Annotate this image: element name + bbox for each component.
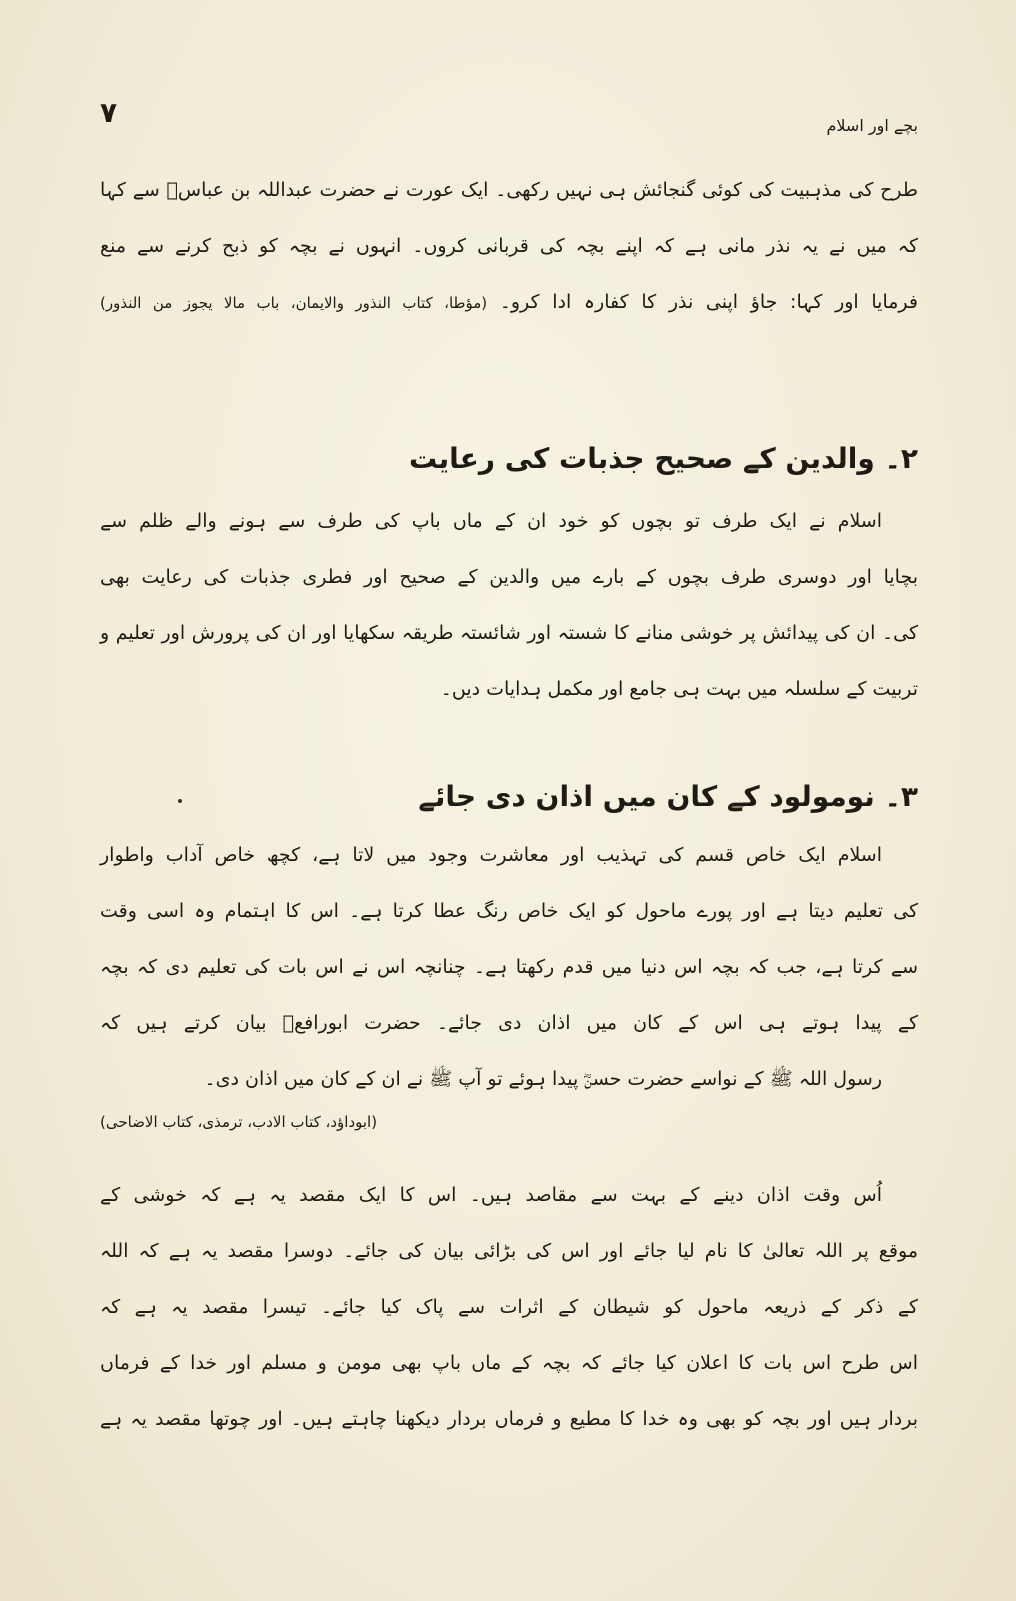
stray-mark [178,799,182,803]
paragraph-line: کی۔ ان کی پیدائش پر خوشی منانے کا شستہ اور شائستہ طریقہ سکھایا اور ان کی پرورش اور تعلیم و [100,622,918,644]
section-heading-wrap [100,769,918,825]
paragraph-line: کے پیدا ہوتے ہی اس کے کان میں اذان دی جائے۔ حضرت ابورافعؓ بیان کرتے ہیں کہ [100,1012,918,1034]
paragraph-line: بچایا اور دوسری طرف بچوں کے بارے میں والدین کے صحیح اور فطری جذبات کی رعایت بھی [100,566,918,588]
section-heading: ۲۔ والدین کے صحیح جذبات کی رعایت [409,442,918,475]
paragraph-line: اسلام ایک خاص قسم کی تہذیب اور معاشرت وجود میں لاتا ہے، کچھ خاص آداب واطوار [100,844,882,866]
paragraph-text: فرمایا اور کہا: جاؤ اپنی نذر کا کفارہ ادا کرو۔ [499,291,918,313]
page-header [100,96,918,162]
citation: (مؤطا، کتاب النذور والایمان، باب مالا یجوز من النذور) [100,294,488,312]
paragraph-line: اسلام نے ایک طرف تو بچوں کو خود ان کے ماں باپ کی طرف سے ہونے والے ظلم سے [100,510,882,532]
paragraph-line: اس طرح اس بات کا اعلان کیا جائے کہ بچہ کے ماں باپ بھی مومن و مسلم اور خدا کے فرماں [100,1352,918,1374]
running-title: بچے اور اسلام [826,116,918,135]
paragraph-line: طرح کی مذہبیت کی کوئی گنجائش ہی نہیں رکھی۔ ایک عورت نے حضرت عبداللہ بن عباسؓ سے کہا [100,179,918,201]
paragraph-line: کے ذکر کے ذریعہ ماحول کو شیطان کے اثرات سے پاک کیا جائے۔ تیسرا مقصد یہ ہے کہ [100,1296,918,1318]
paragraph-line: بردار ہیں اور بچہ کو بھی وہ خدا کا مطیع و فرماں بردار دیکھنا چاہتے ہیں۔ اور چوتھا مقصد یہ ہے [100,1408,918,1430]
paragraph-line: اُس وقت اذان دینے کے بہت سے مقاصد ہیں۔ اس کا ایک مقصد یہ ہے کہ خوشی کے [100,1184,882,1206]
paragraph-line: رسول اللہ ﷺ کے نواسے حضرت حسنؓ پیدا ہوئے تو آپ ﷺ نے ان کے کان میں اذان دی۔ [204,1068,882,1090]
paragraph-line: موقع پر اللہ تعالیٰ کا نام لیا جائے اور اس کی بڑائی بیان کی جائے۔ دوسرا مقصد یہ ہے کہ اللہ [100,1240,918,1262]
page-number: ۷ [100,96,118,129]
paragraph-line: سے کرتا ہے، جب کہ بچہ اس دنیا میں قدم رکھتا ہے۔ چنانچہ اس نے اس بات کی تعلیم دی کہ بچہ [100,956,918,978]
paragraph-line: کہ میں نے یہ نذر مانی ہے کہ اپنے بچہ کی قربانی کروں۔ انہوں نے بچہ کو ذبح کرنے سے منع [100,235,918,257]
section-heading: ۳۔ نومولود کے کان میں اذان دی جائے [418,780,918,813]
citation: (ابوداؤد، کتاب الادب، ترمذی، کتاب الاضاحی) [100,1113,378,1131]
paragraph-line [100,274,918,331]
paragraph-line: تربیت کے سلسلہ میں بہت ہی جامع اور مکمل ہدایات دیں۔ [440,678,918,700]
paragraph-line: کی تعلیم دیتا ہے اور پورے ماحول کو ایک خاص رنگ عطا کرتا ہے۔ اس کا اہتمام وہ اسی وقت [100,900,918,922]
citation-row [100,1107,918,1137]
